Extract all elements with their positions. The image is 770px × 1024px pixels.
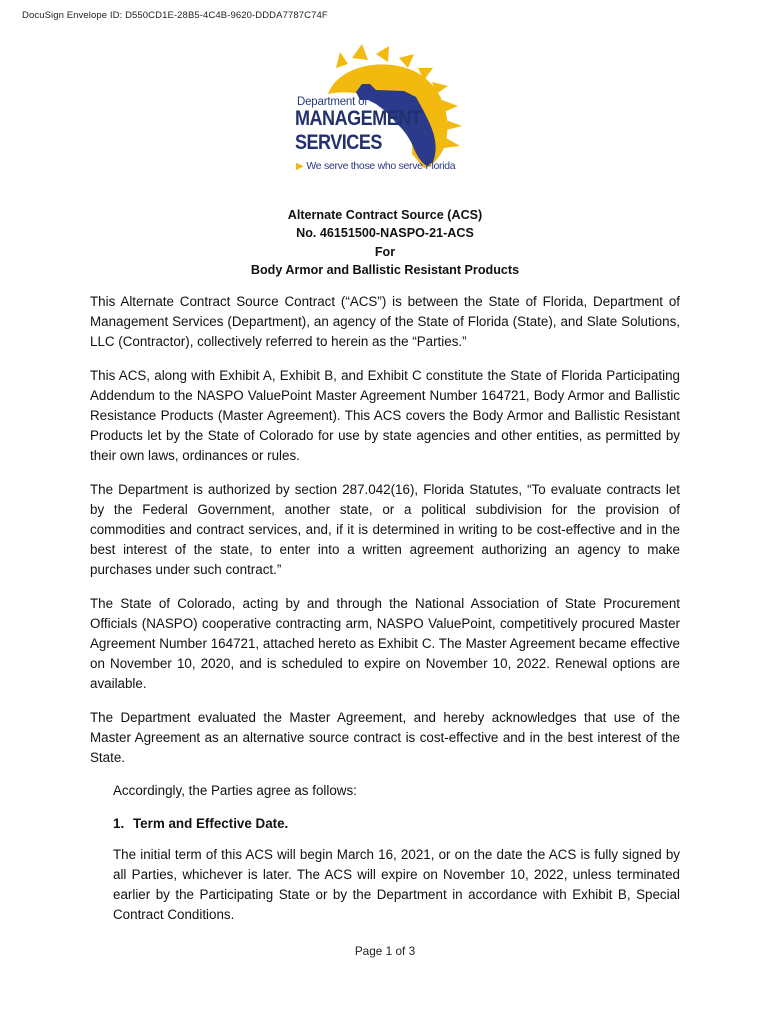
document-body <box>90 292 680 938</box>
section-1-body: The initial term of this ACS will begin March 16, 2021, or on the date the ACS is fully signed by all Parties, whichever is later. The ACS will expire on November 10, 2022, unless terminated earlier by the Participating State or by the Department in accordance with Exhibit B, Special Contract Conditions. <box>113 846 680 923</box>
dms-logo <box>292 44 510 180</box>
logo-services: SERVICES <box>295 131 382 154</box>
paragraph-agree: Accordingly, the Parties agree as follows: <box>113 783 357 799</box>
logo-tagline <box>296 160 455 172</box>
section-1-heading <box>113 814 680 834</box>
page-number: Page 1 of 3 <box>354 944 416 958</box>
document-title <box>0 206 770 279</box>
play-arrow-icon: ▶ <box>296 161 304 172</box>
logo-management: MANAGEMENT <box>295 107 422 130</box>
logo-department-of: Department of <box>297 96 368 108</box>
docusign-envelope-id: DocuSign Envelope ID: D550CD1E-28B5-4C4B-9620-DDDA7787C74F <box>22 10 328 21</box>
paragraph-colorado: The State of Colorado, acting by and through the National Association of State Procurement Officials (NASPO) cooperative contracting arm, NASPO ValuePoint, competitively procured Master Agreement Number 164721, attached hereto as Exhibit C. The Master Agreement became effective on November 10, 2020, and is scheduled to expire on November 10, 2022. Renewal options are available. <box>90 595 680 692</box>
paragraph-parties: This Alternate Contract Source Contract (“ACS”) is between the State of Florida, Department of Management Services (Department), an agency of the State of Florida (State), and Slate Solutions, LLC (Contractor), collectively referred to herein as the “Parties.” <box>90 294 680 350</box>
logo-tagline-text: We serve those who serve Florida <box>306 160 456 172</box>
section-1-number: 1. <box>113 816 125 832</box>
title-line-3: For <box>374 244 396 259</box>
paragraph-exhibits: This ACS, along with Exhibit A, Exhibit B, and Exhibit C constitute the State of Florida Participating Addendum to the NASPO ValuePoint Master Agreement Number 164721, Body Armor and Ballistic Resistance Products (Master Agreement). This ACS covers the Body Armor and Ballistic Resistant Products let by the State of Colorado for use by state agencies and other entities, as permitted by their own laws, ordinances or rules. <box>90 367 680 464</box>
paragraph-evaluation: The Department evaluated the Master Agreement, and hereby acknowledges that use of the Master Agreement as an alternative source contract is cost-effective and in the best interest of the State. <box>90 709 680 766</box>
section-1-title: Term and Effective Date. <box>133 816 289 832</box>
paragraph-authority: The Department is authorized by section 287.042(16), Florida Statutes, “To evaluate contracts let by the Federal Government, another state, or a political subdivision for the provision of commodities and contract services, and, if it is determined in writing to be cost-effective and in the best interest of the state, to enter into a written agreement authorizing an agency to make purchases under such contract.” <box>90 481 680 578</box>
title-line-1: Alternate Contract Source (ACS) <box>287 208 483 222</box>
title-line-4: Body Armor and Ballistic Resistant Products <box>250 262 520 277</box>
title-line-2: No. 46151500-NASPO-21-ACS <box>296 226 474 241</box>
